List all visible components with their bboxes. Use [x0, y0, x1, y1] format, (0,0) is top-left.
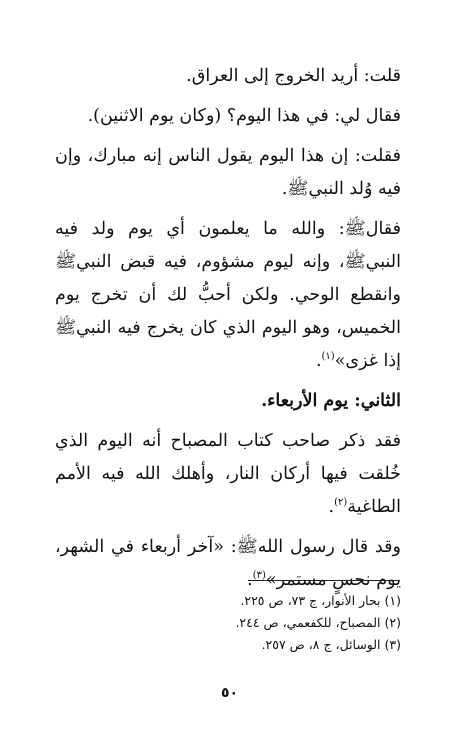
footnote-ref-1: (١)	[321, 351, 335, 363]
paragraph-2: فقال لي: في هذا اليوم؟ (وكان يوم الاثنين).	[87, 106, 401, 126]
footnote-divider	[248, 580, 400, 581]
footnote-ref-2: (٢)	[334, 497, 348, 509]
paragraph-3: فقلت: إن هذا اليوم يقول الناس إنه مبارك، وإن فيه وُلد النبيﷺ.	[55, 146, 401, 199]
footnotes	[150, 590, 401, 656]
footnote-1: (١) بحار الأنوار، ج ٧٣، ص ٢٢٥.	[240, 593, 401, 608]
paragraph-1: قلت: أريد الخروج إلى العراق.	[186, 66, 401, 86]
paragraph-6: وقد قال رسول اللهﷺ: «آخر أربعاء في الشهر، يوم نحسٍ مستمر»$^{(٣)}$.	[55, 537, 401, 590]
footnote-2: (٢) المصباح، للكفعمي، ص ٢٤٤.	[235, 615, 401, 630]
paragraph-4-text: فقالﷺ: والله ما يعلمون أي يوم ولد فيه النبيﷺ، وإنه ليوم مشؤوم، فيه قبض النبيﷺ وانقطع الوحي. ولكن أحبُّ لك أن تخرج يوم الخميس، وهو اليوم الذي كان يخرج فيه النبيﷺ إذا غزى»	[55, 219, 401, 371]
main-text	[55, 60, 401, 604]
paragraph-5-text: فقد ذكر صاحب كتاب المصباح أنه اليوم الذي خُلقت فيها أركان النار، وأهلك الله فيه الأمم الطاغية	[55, 431, 401, 517]
paragraph-5: فقد ذكر صاحب كتاب المصباح أنه اليوم الذي خُلقت فيها أركان النار، وأهلك الله فيه الأمم الطاغية$^{(٢)}$.	[55, 431, 401, 517]
page-number: ٥٠	[220, 685, 239, 701]
footnote-ref-3: (٣)	[252, 570, 266, 582]
footnote-3: (٣) الوسائل، ج ٨، ص ٢٥٧.	[261, 637, 401, 652]
section-heading: الثاني: يوم الأربعاء.	[261, 391, 401, 411]
paragraph-6-text: وقد قال رسول اللهﷺ: «آخر أربعاء في الشهر، يوم نحسٍ مستمر»	[55, 537, 401, 590]
paragraph-4: فقالﷺ: والله ما يعلمون أي يوم ولد فيه النبيﷺ، وإنه ليوم مشؤوم، فيه قبض النبيﷺ وانقطع الوحي. ولكن أحبُّ لك أن تخرج يوم الخميس، وهو اليوم الذي كان يخرج فيه النبيﷺ إذا غزى»$^{(١)}$.	[55, 219, 401, 371]
